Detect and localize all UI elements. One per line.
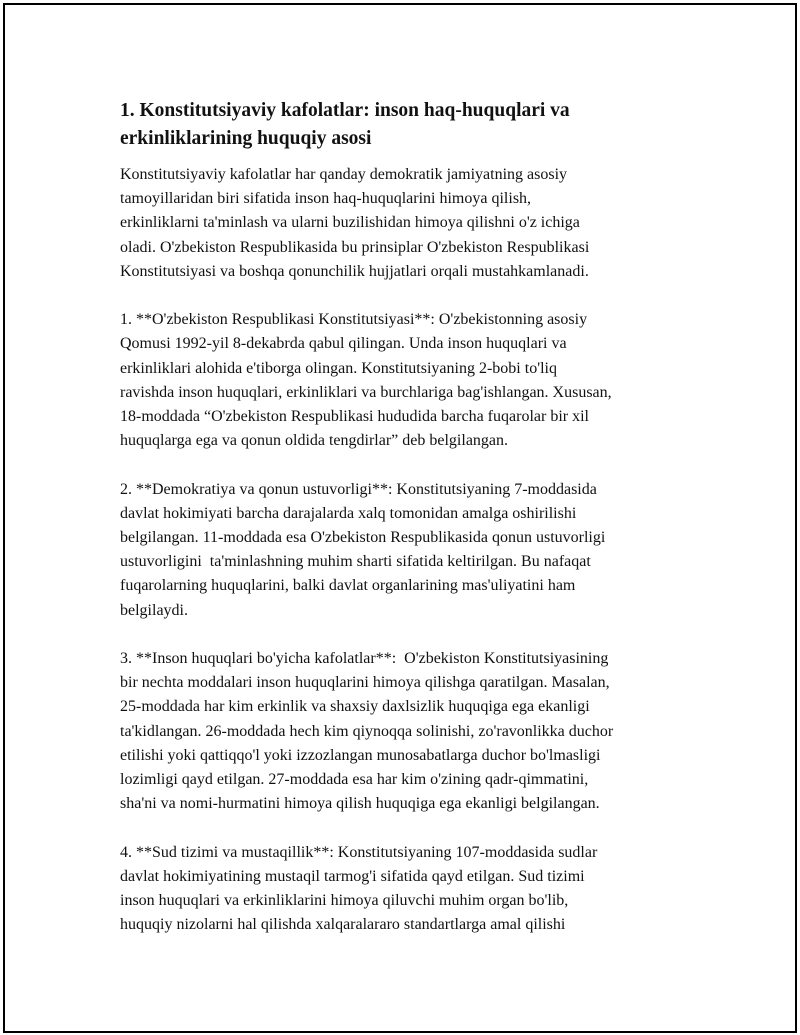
text-line: 2. **Demokratiya va qonun ustuvorligi**: Konstitutsiyaning 7-moddasida — [120, 480, 597, 498]
text-line: erkinliklarni ta'minlash va ularni buzilishidan himoya qilishni o'z ichiga — [120, 214, 580, 232]
text-line: etilishi yoki qattiqqo'l yoki izzozlangan munosabatlarga duchor bo'lmasligi — [120, 746, 601, 764]
text-line: ta'kidlangan. 26-moddada hech kim qiynoqqa solinishi, zo'ravonlikka duchor — [120, 722, 614, 740]
text-line: lozimligi qayd etilgan. 27-moddada esa har kim o'zining qadr-qimmatini, — [120, 771, 589, 789]
text-line: davlat hokimiyatining mustaqil tarmog'i sifatida qayd etilgan. Sud tizimi — [120, 867, 585, 885]
text-line: davlat hokimiyati barcha darajalarda xalq tomonidan amalga oshirilishi — [120, 504, 577, 522]
intro-paragraph — [120, 163, 700, 284]
text-line: bir nechta moddalari inson huquqlarini himoya qilishga qaratilgan. Masalan, — [120, 674, 610, 692]
text-line: belgilangan. 11-moddada esa O'zbekiston Respublikasida qonun ustuvorligi — [120, 529, 606, 547]
text-line: oladi. O'zbekiston Respublikasida bu prinsiplar O'zbekiston Respublikasi — [120, 238, 590, 256]
paragraph-democracy — [120, 478, 700, 623]
document-page — [3, 3, 797, 1033]
text-line: Qomusi 1992-yil 8-dekabrda qabul qilingan. Unda inson huquqlari va — [120, 335, 567, 353]
text-line: ravishda inson huquqlari, erkinliklari va burchlariga bag'ishlangan. Xususan, — [120, 383, 612, 401]
text-line: 18-moddada “O'zbekiston Respublikasi hududida barcha fuqarolar bir xil — [120, 408, 589, 426]
heading-line: erkinliklarining huquqiy asosi — [120, 128, 372, 149]
heading-line: 1. Konstitutsiyaviy kafolatlar: inson haq-huquqlari va — [120, 100, 570, 121]
text-line: tamoyillaridan biri sifatida inson haq-huquqlarini himoya qilish, — [120, 190, 532, 208]
paragraph-constitution — [120, 308, 700, 453]
text-line: Konstitutsiyasi va boshqa qonunchilik hujjatlari orqali mustahkamlanadi. — [120, 262, 589, 280]
paragraph-human-rights — [120, 647, 700, 816]
text-line: ustuvorligini ta'minlashning muhim sharti sifatida keltirilgan. Bu nafaqat — [120, 553, 591, 571]
text-line: 3. **Inson huquqlari bo'yicha kafolatlar**: O'zbekiston Konstitutsiyasining — [120, 650, 609, 668]
text-line: 1. **O'zbekiston Respublikasi Konstitutsiyasi**: O'zbekistonning asosiy — [120, 311, 588, 329]
text-line: huquqiy nizolarni hal qilishda xalqaralararo standartlarga amal qilishi — [120, 916, 566, 934]
text-line: 25-moddada har kim erkinlik va shaxsiy daxlsizlik huquqiga ega ekanligi — [120, 698, 590, 716]
text-line: belgilaydi. — [120, 601, 188, 619]
text-line: 4. **Sud tizimi va mustaqillik**: Konstitutsiyaning 107-moddasida sudlar — [120, 843, 598, 861]
text-line: sha'ni va nomi-hurmatini himoya qilish huquqiga ega ekanligi belgilangan. — [120, 795, 600, 813]
text-line: inson huquqlari va erkinliklarini himoya qiluvchi muhim organ bo'lib, — [120, 892, 569, 910]
text-line: Konstitutsiyaviy kafolatlar har qanday demokratik jamiyatning asosiy — [120, 166, 568, 183]
paragraph-judiciary — [120, 841, 700, 938]
document-content — [120, 97, 700, 962]
section-heading — [120, 97, 700, 153]
text-line: erkinliklari alohida e'tiborga olingan. Konstitutsiyaning 2-bobi to'liq — [120, 359, 557, 377]
text-line: huquqlarga ega va qonun oldida tengdirlar” deb belgilangan. — [120, 432, 509, 450]
text-line: fuqarolarning huquqlarini, balki davlat organlarining mas'uliyatini ham — [120, 577, 576, 595]
